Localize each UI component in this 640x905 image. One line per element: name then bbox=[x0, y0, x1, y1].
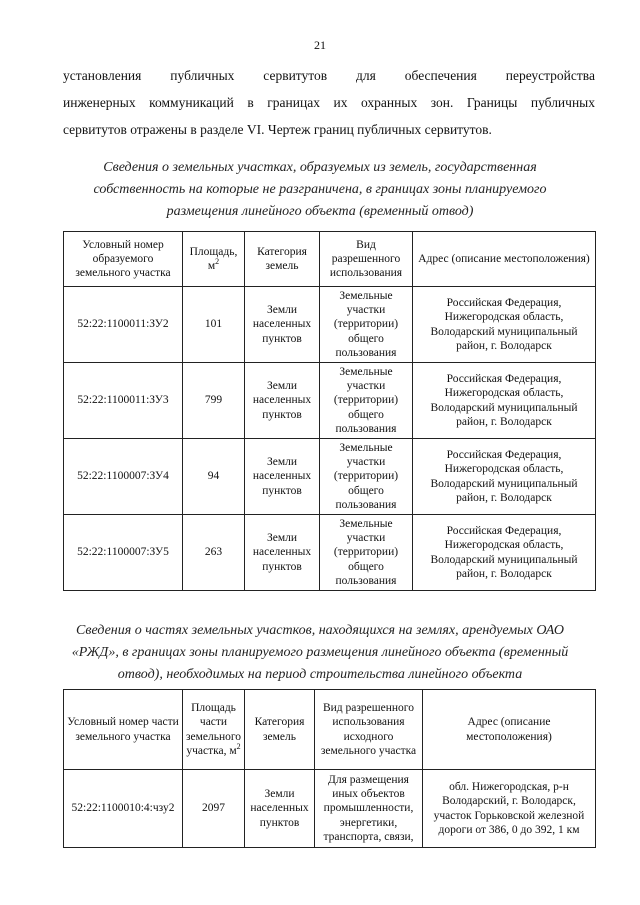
header-permitted-use: Вид разрешенного использования bbox=[320, 232, 413, 287]
table-row bbox=[64, 770, 596, 848]
land-parts-table bbox=[63, 689, 596, 848]
table-header-row bbox=[64, 690, 596, 770]
cell-area: 101 bbox=[183, 287, 245, 363]
cell-category: Земли населенных пунктов bbox=[245, 770, 315, 848]
intro-line: сервитутов отражены в разделе VI. Чертеж границ публичных сервитутов. bbox=[63, 122, 492, 137]
header-area: Площадь части земельного участка, $м^2$ bbox=[183, 690, 245, 770]
table-row bbox=[64, 363, 596, 439]
cell-permitted-use: Для размещения иных объектов промышленности, энергетики, транспорта, связи, bbox=[315, 770, 423, 848]
header-part-number: Условный номер части земельного участка bbox=[64, 690, 183, 770]
table-row bbox=[64, 515, 596, 591]
cell-category: Земли населенных пунктов bbox=[245, 287, 320, 363]
cell-permitted-use: Земельные участки (территории) общего пользования bbox=[320, 515, 413, 591]
table-row bbox=[64, 439, 596, 515]
header-area: Площадь, $м^2$ bbox=[183, 232, 245, 287]
table-header-row bbox=[64, 232, 596, 287]
cell-address: Российская Федерация, Нижегородская область, Володарский муниципальный район, г. Володарск bbox=[413, 515, 596, 591]
cell-address: Российская Федерация, Нижегородская область, Володарский муниципальный район, г. Володарск bbox=[413, 287, 596, 363]
cell-permitted-use: Земельные участки (территории) общего пользования bbox=[320, 363, 413, 439]
caption-line: Сведения о земельных участках, образуемых из земель, государственная bbox=[103, 160, 537, 175]
header-address: Адрес (описание местоположения) bbox=[413, 232, 596, 287]
cell-category: Земли населенных пунктов bbox=[245, 363, 320, 439]
cell-plot-number: 52:22:1100011:ЗУ3 bbox=[64, 363, 183, 439]
cell-category: Земли населенных пунктов bbox=[245, 515, 320, 591]
cell-area: 94 bbox=[183, 439, 245, 515]
table1-caption bbox=[40, 157, 600, 223]
header-category: Категория земель bbox=[245, 690, 315, 770]
cell-permitted-use: Земельные участки (территории) общего пользования bbox=[320, 439, 413, 515]
page-number: 21 bbox=[314, 38, 326, 52]
cell-area: 263 bbox=[183, 515, 245, 591]
cell-permitted-use: Земельные участки (территории) общего пользования bbox=[320, 287, 413, 363]
intro-line: установления публичных сервитутов для обеспечения переустройства bbox=[63, 68, 595, 83]
intro-line: инженерных коммуникаций в границах их охранных зон. Границы публичных bbox=[63, 95, 595, 110]
caption-line: Сведения о частях земельных участков, находящихся на землях, арендуемых ОАО bbox=[76, 623, 564, 638]
table2-caption bbox=[40, 620, 600, 686]
cell-part-number: 52:22:1100010:4:чзу2 bbox=[64, 770, 183, 848]
caption-line: размещения линейного объекта (временный отвод) bbox=[166, 204, 474, 219]
cell-address: Российская Федерация, Нижегородская область, Володарский муниципальный район, г. Володарск bbox=[413, 439, 596, 515]
header-category: Категория земель bbox=[245, 232, 320, 287]
cell-address: обл. Нижегородская, р-н Володарский, г. Володарск, участок Горьковской железной дороги от 386, 0 до 392, 1 км bbox=[423, 770, 596, 848]
intro-paragraph bbox=[63, 62, 595, 143]
cell-plot-number: 52:22:1100007:ЗУ4 bbox=[64, 439, 183, 515]
cell-category: Земли населенных пунктов bbox=[245, 439, 320, 515]
caption-line: собственность на которые не разграничена, в границах зоны планируемого bbox=[93, 182, 547, 197]
caption-line: отвод), необходимых на период строительства линейного объекта bbox=[117, 667, 523, 682]
header-plot-number: Условный номер образуемого земельного участка bbox=[64, 232, 183, 287]
caption-line: «РЖД», в границах зоны планируемого размещения линейного объекта (временный bbox=[71, 645, 569, 660]
table-row bbox=[64, 287, 596, 363]
header-address: Адрес (описание местоположения) bbox=[423, 690, 596, 770]
cell-address: Российская Федерация, Нижегородская область, Володарский муниципальный район, г. Володарск bbox=[413, 363, 596, 439]
cell-area: 2097 bbox=[183, 770, 245, 848]
header-permitted-use: Вид разрешенного использования исходного земельного участка bbox=[315, 690, 423, 770]
cell-area: 799 bbox=[183, 363, 245, 439]
cell-plot-number: 52:22:1100011:ЗУ2 bbox=[64, 287, 183, 363]
land-plots-table bbox=[63, 231, 596, 591]
cell-plot-number: 52:22:1100007:ЗУ5 bbox=[64, 515, 183, 591]
